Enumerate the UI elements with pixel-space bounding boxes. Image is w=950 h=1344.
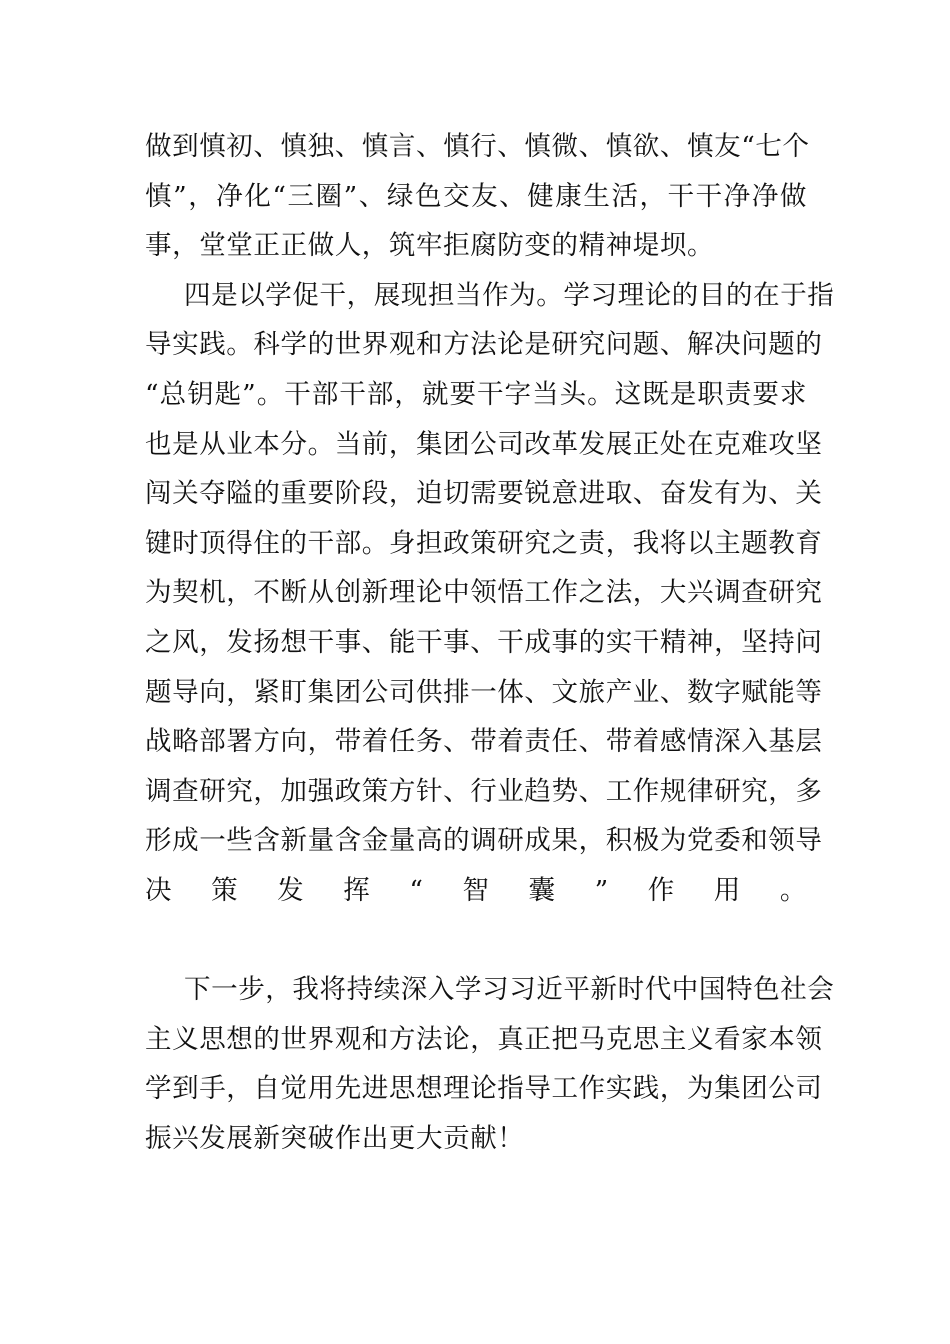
text-line: 调查研究，加强政策方针、行业趋势、工作规律研究，多 <box>145 775 823 807</box>
text-line: 下一步，我将持续深入学习习近平新时代中国特色社会 <box>184 974 835 1006</box>
text-line: 四是以学促干，展现担当作为。学习理论的目的在于指 <box>184 279 835 311</box>
text-line: 振兴发展新突破作出更大贡献！ <box>145 1122 525 1154</box>
text-line: 决策发挥“智囊”作用。 <box>145 874 807 906</box>
paragraph-3 <box>145 965 835 1163</box>
paragraph-1 <box>145 122 810 271</box>
text-line: 形成一些含新量含金量高的调研成果，积极为党委和领导 <box>145 825 823 857</box>
text-line: 做到慎初、慎独、慎言、慎行、慎微、慎欲、慎友“七个 <box>145 131 810 162</box>
text-line: 战略部署方向，带着任务、带着责任、带着感情深入基层 <box>145 726 823 758</box>
text-line: 导实践。科学的世界观和方法论是研究问题、解决问题的 <box>145 329 823 361</box>
paragraph-2 <box>145 271 835 965</box>
text-line: 慎”，净化“三圈”、绿色交友、健康生活，干干净净做 <box>145 180 807 212</box>
text-line: 题导向，紧盯集团公司供排一体、文旅产业、数字赋能等 <box>145 676 823 708</box>
text-line: 事，堂堂正正做人，筑牢拒腐防变的精神堤坝。 <box>145 230 715 262</box>
text-line: 为契机，不断从创新理论中领悟工作之法，大兴调查研究 <box>145 577 823 609</box>
text-line <box>145 916 807 966</box>
text-line: 主义思想的世界观和方法论，真正把马克思主义看家本领 <box>145 1023 823 1055</box>
text-line: “总钥匙”。干部干部，就要干字当头。这既是职责要求 <box>145 378 807 410</box>
text-line: 闯关夺隘的重要阶段，迫切需要锐意进取、奋发有为、关 <box>145 478 823 510</box>
text-line: 之风，发扬想干事、能干事、干成事的实干精神，坚持问 <box>145 626 823 658</box>
document-body <box>145 122 835 1163</box>
text-line: 键时顶得住的干部。身担政策研究之责，我将以主题教育 <box>145 527 823 559</box>
text-line: 学到手，自觉用先进思想理论指导工作实践，为集团公司 <box>145 1073 823 1105</box>
text-line: 也是从业本分。当前，集团公司改革发展正处在克难攻坚 <box>145 428 823 460</box>
